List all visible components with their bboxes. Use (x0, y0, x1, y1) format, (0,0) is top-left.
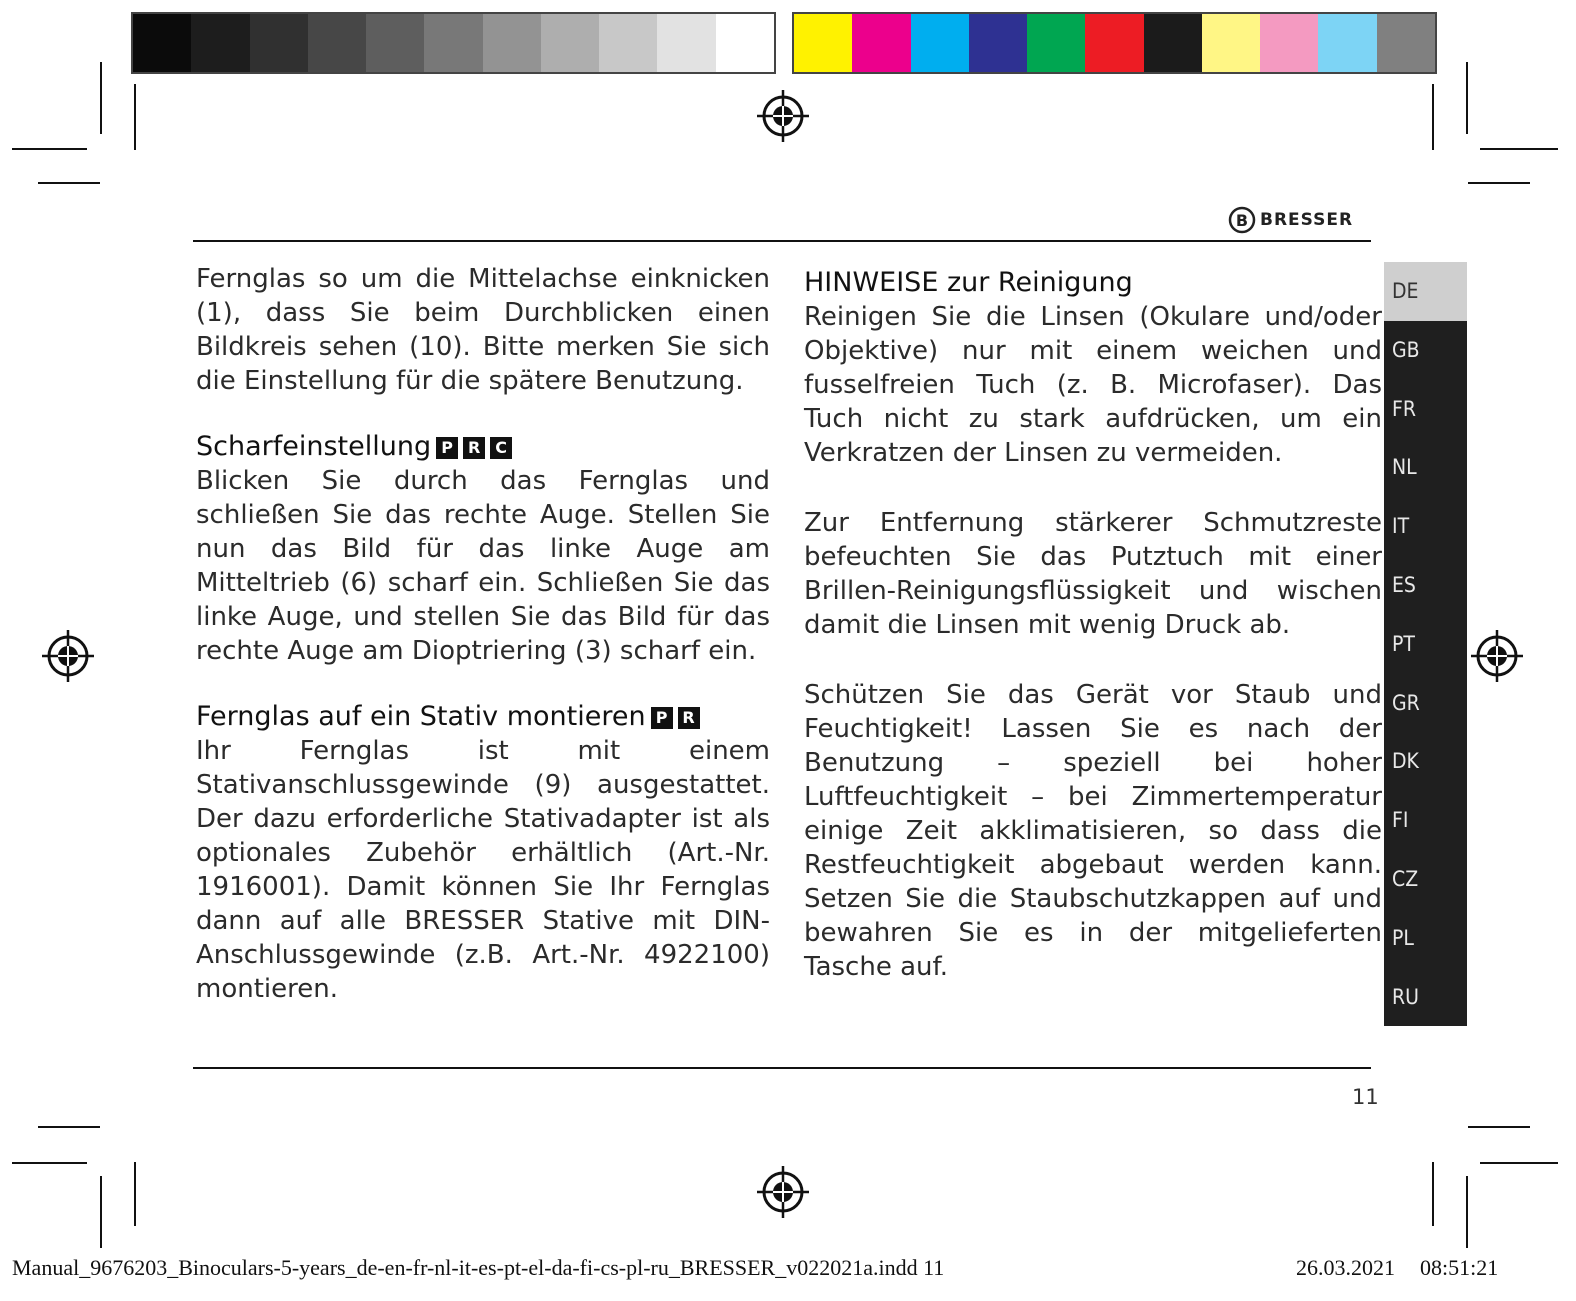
color-swatch (1202, 14, 1260, 72)
registration-mark-bottom (757, 1166, 809, 1218)
gray-swatch (308, 14, 366, 72)
header-rule (193, 240, 1371, 242)
gray-swatch (424, 14, 482, 72)
color-swatch (911, 14, 969, 72)
gray-swatch (133, 14, 191, 72)
focus-tag-c: C (490, 437, 512, 459)
slug-time: 08:51:21 (1420, 1255, 1499, 1280)
page-number: 11 (1352, 1085, 1379, 1109)
cleaning-paragraph-3: Schützen Sie das Gerät vor Staub und Feuchtigkeit! Lassen Sie es nach der Benutzung – speziell bei hoher Luftfeuchtigkeit – bei Zimmertemperatur einige Zeit akklimatisieren, so dass die Restfeuchtigkeit abgebaut werden kann. Setzen Sie die Staubschutzkappen auf und bewahren Sie es in der mitgelieferten Tasche auf. (804, 680, 1382, 982)
tripod-title: Fernglas auf ein Stativ montieren (196, 701, 646, 732)
focus-tag-p: P (436, 437, 458, 459)
gray-swatch (599, 14, 657, 72)
color-swatch (1260, 14, 1318, 72)
language-tab-it[interactable]: IT (1392, 514, 1410, 539)
brand-name: BRESSER (1260, 210, 1354, 230)
tripod-tag-r: R (678, 707, 700, 729)
process-color-bar (792, 12, 1437, 74)
language-tab-fr[interactable]: FR (1392, 396, 1416, 421)
language-tab-gb[interactable]: GB (1392, 337, 1420, 362)
focus-heading (196, 430, 770, 464)
color-swatch (1027, 14, 1085, 72)
tripod-heading (196, 700, 770, 734)
intro-paragraph: Fernglas so um die Mittelachse einknicken (1), dass Sie beim Durchblicken einen Bildkreis sehen (10). Bitte merken Sie sich die Einstellung für die spätere Benutzung. (196, 264, 770, 396)
gray-swatch (716, 14, 774, 72)
tripod-paragraph: Ihr Fernglas ist mit einem Stativanschlussgewinde (9) ausgestattet. Der dazu erforderliche Stativadapter ist als optionales Zubehör erhältlich (Art.-Nr. 1916001). Damit können Sie Ihr Fernglas dann auf alle BRESSER Stative mit DIN-Anschlussgewinde (z.B. Art.-Nr. 4922100) montieren. (196, 736, 770, 1004)
color-swatch (1085, 14, 1143, 72)
color-swatch (1377, 14, 1435, 72)
language-tab-es[interactable]: ES (1392, 573, 1416, 597)
gray-swatch (541, 14, 599, 72)
gray-swatch (250, 14, 308, 72)
language-tab-ru[interactable]: RU (1392, 984, 1419, 1009)
cleaning-paragraph-2: Zur Entfernung stärkerer Schmutzreste befeuchten Sie das Putztuch mit einer Brillen-Reinigungsflüssigkeit und wischen damit die Linsen mit wenig Druck ab. (804, 508, 1382, 640)
bresser-logo (1228, 205, 1373, 235)
focus-title: Scharfeinstellung (196, 431, 432, 462)
slug-filename: Manual_9676203_Binoculars-5-years_de-en-fr-nl-it-es-pt-el-da-fi-cs-pl-ru_BRESSER_v022021a.indd 11 (12, 1255, 945, 1280)
color-swatch (969, 14, 1027, 72)
registration-mark-top (757, 90, 809, 142)
language-tab-dk[interactable]: DK (1392, 749, 1419, 774)
language-tab-bar (1384, 262, 1467, 1026)
slug-date: 26.03.2021 (1296, 1255, 1395, 1280)
language-tab-gr[interactable]: GR (1392, 690, 1420, 715)
color-swatch (1318, 14, 1376, 72)
language-tab-de[interactable]: DE (1384, 262, 1467, 321)
tripod-tag-p: P (651, 707, 673, 729)
focus-paragraph: Blicken Sie durch das Fernglas und schließen Sie das rechte Auge. Stellen Sie nun das Bild für das linke Auge am Mitteltrieb (6) scharf ein. Schließen Sie das linke Auge, und stellen Sie das Bild für das rechte Auge am Dioptriering (3) scharf ein. (196, 466, 770, 666)
cleaning-paragraph-1: Reinigen Sie die Linsen (Okulare und/oder Objektive) nur mit einem weichen und fusselfreien Tuch (z. B. Microfaser). Das Tuch nicht zu stark aufdrücken, um ein Verkratzen der Linsen zu vermeiden. (804, 302, 1382, 468)
registration-mark-left (42, 630, 94, 682)
color-swatch (852, 14, 910, 72)
gray-swatch (483, 14, 541, 72)
gray-swatch (191, 14, 249, 72)
footer-rule (193, 1067, 1371, 1069)
bresser-logo-icon (1228, 206, 1256, 234)
color-swatch (794, 14, 852, 72)
focus-tag-r: R (463, 437, 485, 459)
language-tab-pl[interactable]: PL (1392, 925, 1414, 950)
right-column (804, 266, 1382, 984)
gray-swatch (657, 14, 715, 72)
gray-color-bar (131, 12, 776, 74)
language-tab-cz[interactable]: CZ (1392, 867, 1419, 891)
cleaning-heading: HINWEISE zur Reinigung (804, 267, 1133, 298)
language-tab-fi[interactable]: FI (1392, 808, 1409, 833)
color-swatch (1144, 14, 1202, 72)
gray-swatch (366, 14, 424, 72)
language-tab-pt[interactable]: PT (1392, 631, 1415, 656)
language-tab-nl[interactable]: NL (1392, 455, 1417, 480)
svg-text:B: B (1235, 211, 1249, 230)
left-column (196, 262, 770, 1006)
registration-mark-right (1471, 630, 1523, 682)
